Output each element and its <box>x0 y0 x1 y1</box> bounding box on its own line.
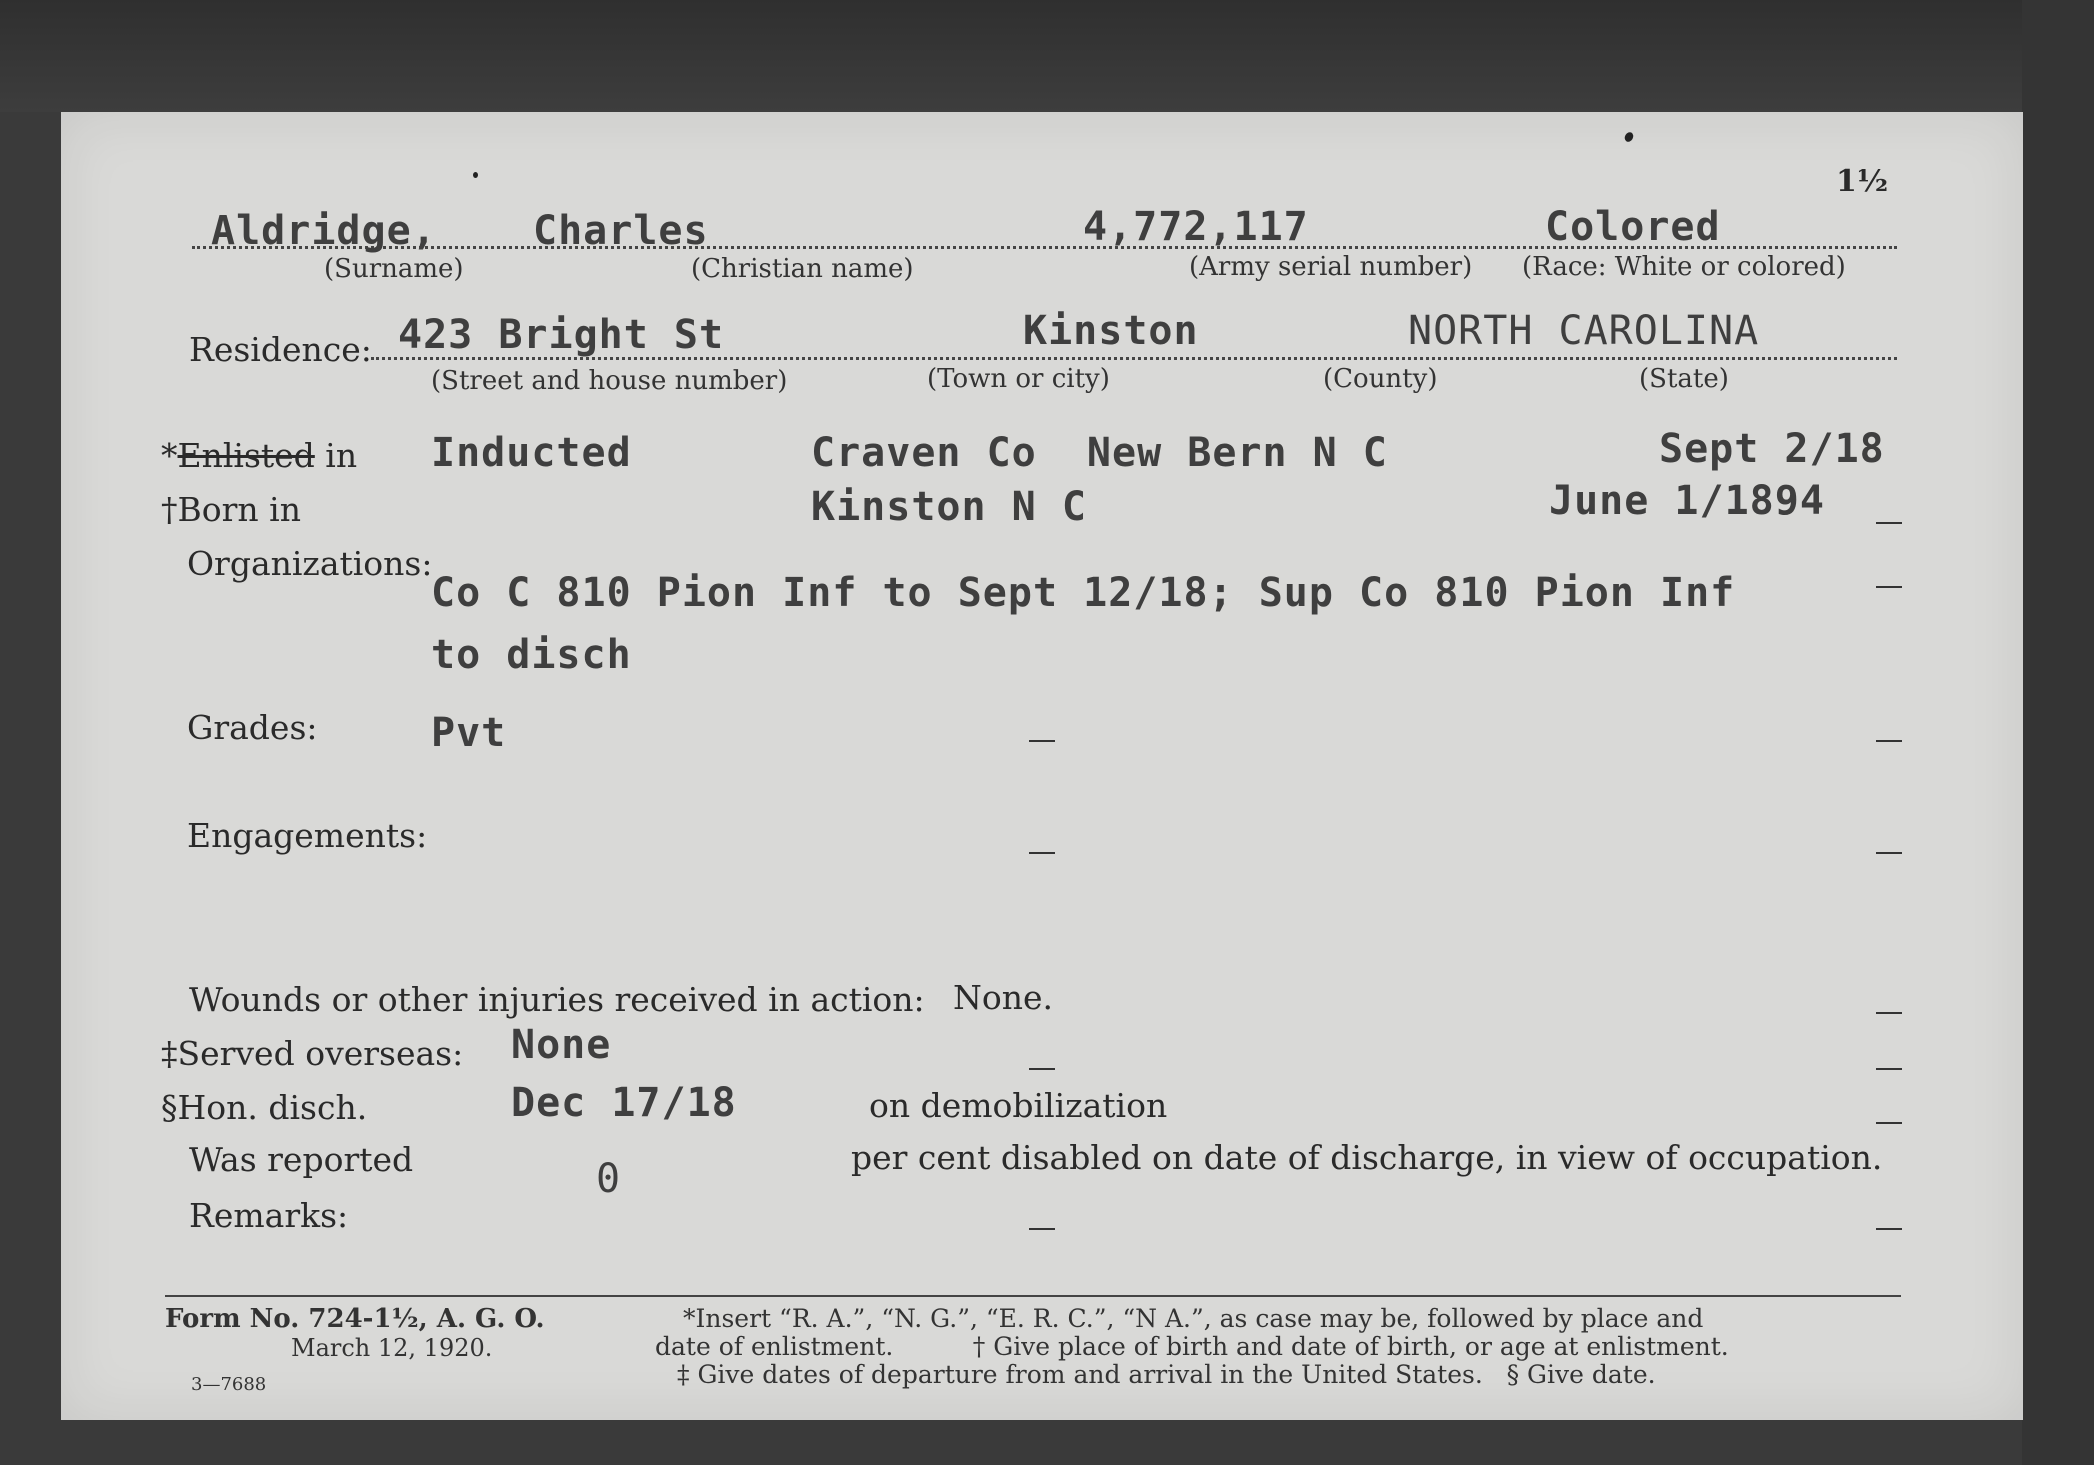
enlisted-value: Inducted <box>431 430 632 476</box>
hon-disch-reason: on demobilization <box>869 1086 1168 1125</box>
form-date: March 12, 1920. <box>291 1334 493 1362</box>
scanner-background-right <box>2022 0 2094 1465</box>
serial-number-caption: (Army serial number) <box>1189 252 1473 282</box>
state-value: NORTH CAROLINA <box>1408 308 1760 354</box>
overseas-dash-right <box>1876 1068 1902 1070</box>
overseas-value: None <box>511 1022 612 1068</box>
born-label: †Born in <box>161 490 301 529</box>
corner-number: 1½ <box>1836 164 1889 199</box>
town-value: Kinston <box>1023 308 1199 354</box>
surname-value: Aldridge, <box>211 208 437 254</box>
remarks-label: Remarks: <box>189 1196 349 1235</box>
scanner-background-top <box>0 0 2094 112</box>
born-place: Kinston N C <box>811 484 1087 530</box>
remarks-dash-right <box>1876 1228 1902 1230</box>
town-caption: (Town or city) <box>927 364 1110 394</box>
reported-suffix: per cent disabled on date of discharge, in view of occupation. <box>851 1138 1883 1177</box>
wounds-dash <box>1876 1012 1902 1014</box>
street-caption: (Street and house number) <box>431 366 788 396</box>
ink-spot <box>1623 131 1635 144</box>
race-caption: (Race: White or colored) <box>1522 252 1846 282</box>
footer-note-3: ‡ Give dates of departure from and arrival in the United States. § Give date. <box>677 1360 1656 1389</box>
footer-rule <box>165 1295 1901 1297</box>
service-record-card <box>61 112 2023 1420</box>
enlisted-place: Craven Co New Bern N C <box>811 430 1388 476</box>
serial-number-value: 4,772,117 <box>1083 204 1309 250</box>
footer-note-1: *Insert “R. A.”, “N. G.”, “E. R. C.”, “N A.”, as case may be, followed by place and <box>683 1304 1704 1333</box>
engagements-label: Engagements: <box>187 816 428 855</box>
wounds-value: None. <box>953 978 1054 1017</box>
street-value: 423 Bright St <box>398 312 725 358</box>
organizations-line2: to disch <box>431 632 632 678</box>
residence-label: Residence: <box>189 330 372 369</box>
organizations-line1: Co C 810 Pion Inf to Sept 12/18; Sup Co 810 Pion Inf <box>431 570 1736 616</box>
reported-value: 0 <box>596 1156 622 1202</box>
hon-disch-label: §Hon. disch. <box>161 1088 368 1127</box>
organizations-dash <box>1876 586 1902 588</box>
hon-disch-dash <box>1876 1122 1902 1124</box>
ink-spot-small <box>473 172 478 178</box>
form-code: 3—7688 <box>191 1374 267 1395</box>
state-caption: (State) <box>1639 364 1729 394</box>
engagements-dash-mid <box>1029 852 1055 854</box>
born-date: June 1/1894 <box>1549 478 1825 524</box>
grades-dash-right <box>1876 740 1902 742</box>
enlisted-label: *Enlisted in <box>161 436 358 475</box>
grades-label: Grades: <box>187 708 318 747</box>
remarks-dash-mid <box>1029 1228 1055 1230</box>
overseas-label: ‡Served overseas: <box>161 1034 464 1073</box>
surname-caption: (Surname) <box>324 254 464 284</box>
engagements-dash-right <box>1876 852 1902 854</box>
overseas-dash-mid <box>1029 1068 1055 1070</box>
christian-name-caption: (Christian name) <box>691 254 914 284</box>
organizations-label: Organizations: <box>187 544 433 583</box>
reported-label: Was reported <box>189 1140 414 1179</box>
county-caption: (County) <box>1323 364 1438 394</box>
grades-dash-mid <box>1029 740 1055 742</box>
hon-disch-date: Dec 17/18 <box>511 1080 737 1126</box>
form-number: Form No. 724-1½, A. G. O. <box>165 1304 545 1334</box>
race-value: Colored <box>1545 204 1721 250</box>
footer-note-2: date of enlistment. † Give place of birth and date of birth, or age at enlistment. <box>655 1332 1729 1361</box>
born-dash <box>1876 522 1902 524</box>
wounds-label: Wounds or other injuries received in action: <box>189 980 925 1019</box>
grades-value: Pvt <box>431 710 507 756</box>
enlisted-date: Sept 2/18 <box>1659 426 1885 472</box>
christian-name-value: Charles <box>533 208 709 254</box>
